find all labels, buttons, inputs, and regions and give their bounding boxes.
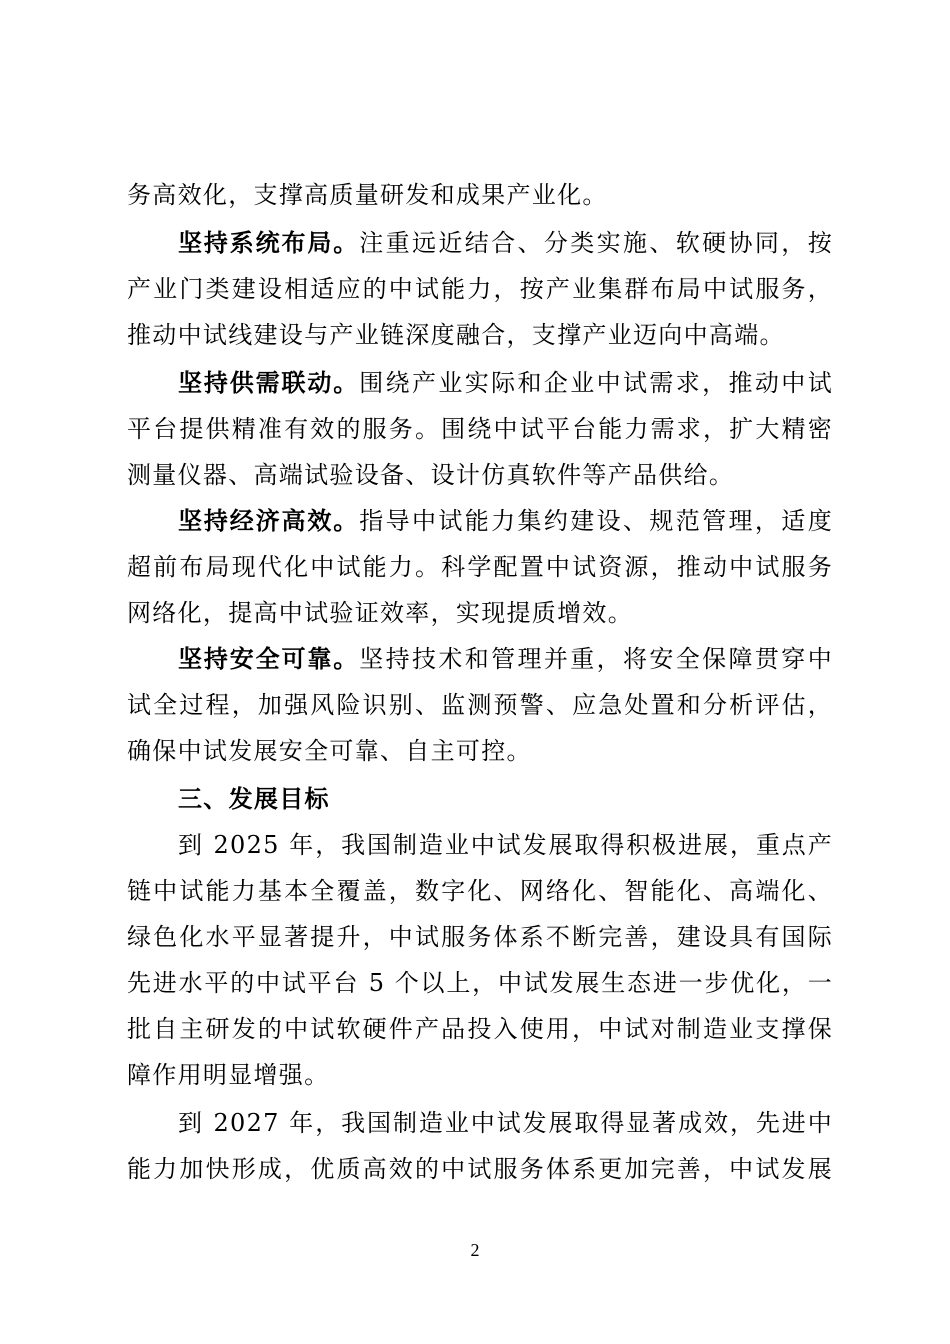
text-run: 确保中试发展安全可靠、自主可控。: [127, 737, 532, 765]
paragraph-line-10: [127, 590, 833, 636]
text-run: 网络化，提高中试验证效率，实现提质增效。: [127, 599, 633, 627]
text-run: 链中试能力基本全覆盖，数字化、网络化、智能化、高端化、: [127, 877, 833, 905]
paragraph-line-16: [127, 868, 833, 914]
paragraph-line-12: [127, 682, 833, 728]
text-run: 推动中试线建设与产业链深度融合，支撑产业迈向中高端。: [127, 321, 785, 349]
text-run: 平台提供精准有效的服务。围绕中试平台能力需求，扩大精密: [127, 415, 833, 443]
paragraph-line-17: [127, 914, 833, 960]
page-number: 2: [470, 1240, 480, 1260]
paragraph-line-6: [127, 406, 833, 452]
text-run: 指导中试能力集约建设、规范管理，适度: [359, 507, 833, 535]
principle-heading-economy: 坚持经济高效。: [178, 507, 360, 535]
text-run: 障作用明显增强。: [127, 1061, 330, 1089]
text-run: 先进水平的中试平台 5 个以上，中试发展生态进一步优化，一: [127, 969, 833, 997]
paragraph-line-9: [127, 544, 833, 590]
text-run: 测量仪器、高端试验设备、设计仿真软件等产品供给。: [127, 461, 735, 489]
text-run: 产业门类建设相适应的中试能力，按产业集群布局中试服务，: [127, 275, 833, 303]
text-run: 到 2027 年，我国制造业中试发展取得显著成效，先进中: [178, 1109, 833, 1137]
paragraph-line-20: [127, 1052, 833, 1098]
principle-heading-safety: 坚持安全可靠。: [178, 645, 360, 673]
paragraph-line-11: [178, 636, 833, 682]
paragraph-line-5: [178, 360, 833, 406]
paragraph-line-13: [127, 728, 833, 774]
paragraph-line-3: [127, 266, 833, 312]
text-run: 到 2025 年，我国制造业中试发展取得积极进展，重点产: [178, 831, 833, 859]
paragraph-line-22: [127, 1146, 833, 1192]
paragraph-line-15: [178, 822, 833, 868]
text-run: 绿色化水平显著提升，中试服务体系不断完善，建设具有国际: [127, 923, 833, 951]
section-heading: [178, 776, 833, 822]
text-run: 务高效化，支撑高质量研发和成果产业化。: [127, 181, 608, 209]
text-run: 能力加快形成，优质高效的中试服务体系更加完善，中试发展: [127, 1155, 833, 1183]
paragraph-line-8: [178, 498, 833, 544]
text-run: 批自主研发的中试软硬件产品投入使用，中试对制造业支撑保: [127, 1015, 833, 1043]
text-run: 围绕产业实际和企业中试需求，推动中试: [359, 369, 833, 397]
section-title: 三、发展目标: [178, 785, 330, 813]
paragraph-line-4: [127, 312, 833, 358]
text-run: 坚持技术和管理并重，将安全保障贯穿中: [359, 645, 833, 673]
principle-heading-supply-demand: 坚持供需联动。: [178, 369, 360, 397]
paragraph-line-7: [127, 452, 833, 498]
principle-heading-system-layout: 坚持系统布局。: [178, 229, 360, 257]
paragraph-line-1: [127, 172, 833, 218]
text-run: 超前布局现代化中试能力。科学配置中试资源，推动中试服务: [127, 553, 833, 581]
text-run: 试全过程，加强风险识别、监测预警、应急处置和分析评估，: [127, 691, 833, 719]
text-run: 注重远近结合、分类实施、软硬协同，按: [359, 229, 833, 257]
paragraph-line-2: [178, 220, 833, 266]
paragraph-line-19: [127, 1006, 833, 1052]
paragraph-line-18: [127, 960, 833, 1006]
paragraph-line-21: [178, 1100, 833, 1146]
